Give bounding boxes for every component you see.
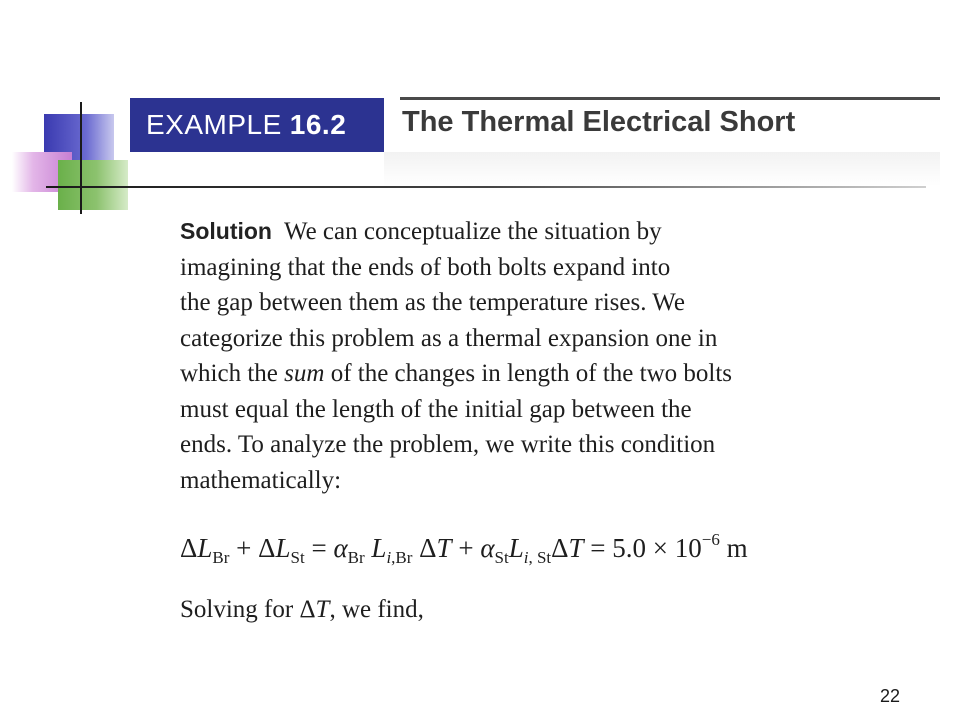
solution-line [180,214,900,250]
var-L: L [275,533,291,563]
equation-exponent: −6 [701,530,720,549]
equation-value: 5.0 × 10 [612,533,702,563]
delta-symbol: Δ [258,533,276,563]
emphasis-sum: sum [284,360,325,387]
var-L: L [371,533,387,563]
text-run: , we find, [329,596,424,623]
text-run: Solving for [180,596,294,623]
var-T: T [315,596,330,623]
delta-symbol: Δ [299,596,316,623]
solution-text [180,214,900,498]
operator-equals: = [304,533,334,563]
sub-i: i [523,548,529,567]
sub-text: , St [528,548,552,567]
decorative-green-square [58,160,128,210]
expansion-equation [180,530,748,568]
solution-line: imagining that the ends of both bolts expand into [180,253,671,281]
sub-i-br [386,548,412,567]
example-title: The Thermal Electrical Short [402,106,796,138]
solution-line: must equal the length of the initial gap between the [180,395,692,423]
solution-line: mathematically: [180,466,342,494]
header-rule [400,97,940,100]
example-badge [130,98,384,152]
example-label: EXAMPLE [146,109,282,140]
example-number: 16.2 [289,109,347,140]
operator-plus: + [451,533,481,563]
sub-br: Br [347,548,365,567]
var-T: T [568,533,584,563]
solution-line: categorize this problem as a thermal expansion one in [180,324,718,352]
sub-st: St [290,548,305,567]
sub-i-st [524,548,551,567]
text-run: We can conceptualize the situation by [283,218,662,245]
var-alpha: α [333,533,348,563]
title-shading [384,152,940,186]
decorative-horizontal-line [46,186,926,188]
solution-label: Solution [180,218,272,244]
var-alpha: α [480,533,495,563]
sub-br: Br [212,548,230,567]
equation-unit: m [719,533,748,563]
sub-st: St [494,548,509,567]
decorative-vertical-line [80,102,82,214]
var-T: T [436,533,452,563]
sub-text: ,Br [391,548,413,567]
operator-equals: = [583,533,613,563]
text-run: of the changes in length of the two bolts [330,360,732,387]
delta-symbol: Δ [419,533,437,563]
text-run: which the [180,360,278,387]
solution-line [180,356,900,392]
var-L: L [197,533,213,563]
solving-line [180,596,424,624]
delta-symbol: Δ [180,533,198,563]
sub-i: i [386,548,392,567]
var-L: L [508,533,524,563]
page-number: 22 [880,686,901,706]
solution-line: ends. To analyze the problem, we write this condition [180,431,716,458]
operator-plus: + [229,533,259,563]
delta-symbol: Δ [551,533,569,563]
solution-line: the gap between them as the temperature rises. We [180,289,685,316]
